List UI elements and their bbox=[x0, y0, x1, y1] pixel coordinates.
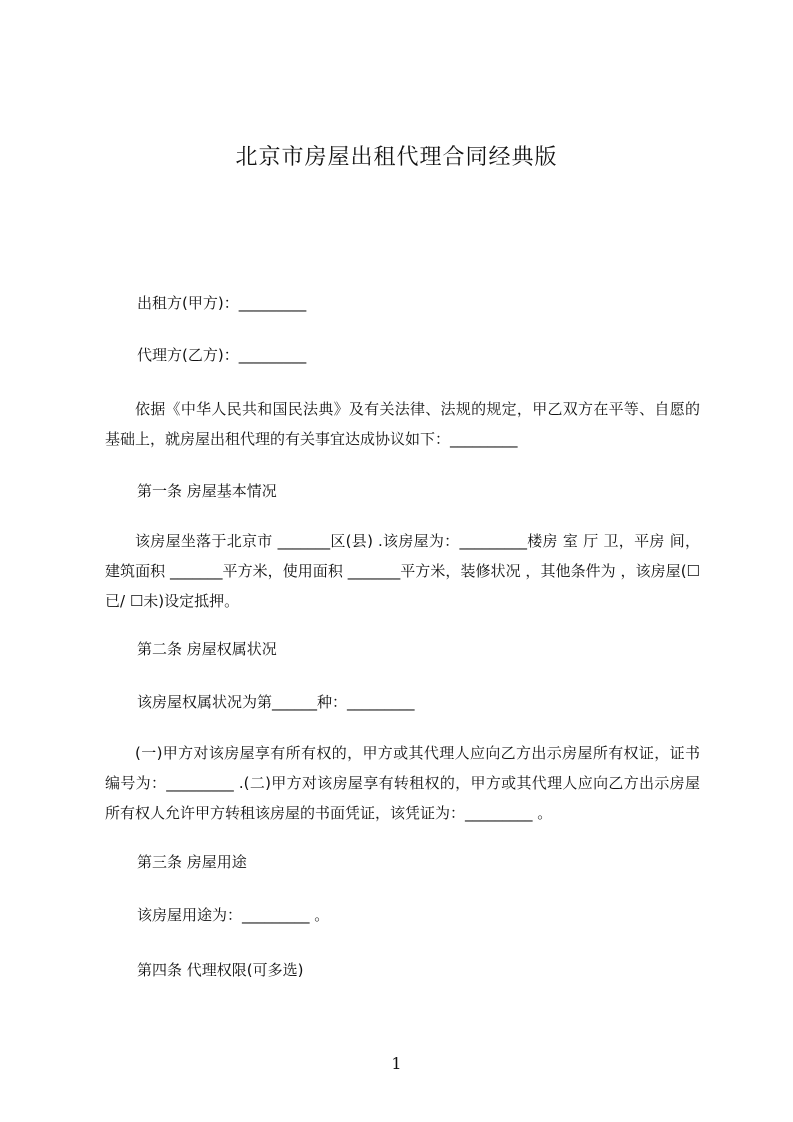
article-2-clauses: (一)甲方对该房屋享有所有权的，甲方或其代理人应向乙方出示房屋所有权证，证书编号为：_________ .(二)甲方对该房屋享有转租权的，甲方或其代理人应向乙方出示房屋所有权人允许甲方转租该房屋的书面凭证，该凭证为：_________ 。 bbox=[105, 744, 700, 822]
article-2-body: 该房屋权属状况为第______种：_________ bbox=[137, 693, 415, 711]
document-title: 北京市房屋出租代理合同经典版 bbox=[235, 145, 558, 170]
article-4-heading: 第四条 代理权限(可多选) bbox=[137, 961, 304, 979]
intro-paragraph: 依据《中华人民共和国民法典》及有关法律、法规的规定，甲乙双方在平等、自愿的基础上，就房屋出租代理的有关事宜达成协议如下：_________ bbox=[105, 400, 700, 448]
party-a-line: 出租方(甲方)：_________ bbox=[137, 294, 307, 312]
article-3-body: 该房屋用途为：_________ 。 bbox=[137, 906, 330, 924]
article-1-body: 该房屋坐落于北京市 _______区(县) .该房屋为：_________楼房 室 厅 卫，平房 间，建筑面积 _______平方米，使用面积 _______平方米，装修状况 ，其他条件为 ，该房屋(☐已/ ☐未)设定抵押。 bbox=[105, 532, 700, 610]
page-number: 1 bbox=[391, 1054, 402, 1073]
article-3-heading: 第三条 房屋用途 bbox=[137, 853, 247, 871]
party-b-line: 代理方(乙方)：_________ bbox=[137, 346, 307, 364]
article-2-heading: 第二条 房屋权属状况 bbox=[137, 640, 277, 658]
article-1-heading: 第一条 房屋基本情况 bbox=[137, 482, 277, 500]
